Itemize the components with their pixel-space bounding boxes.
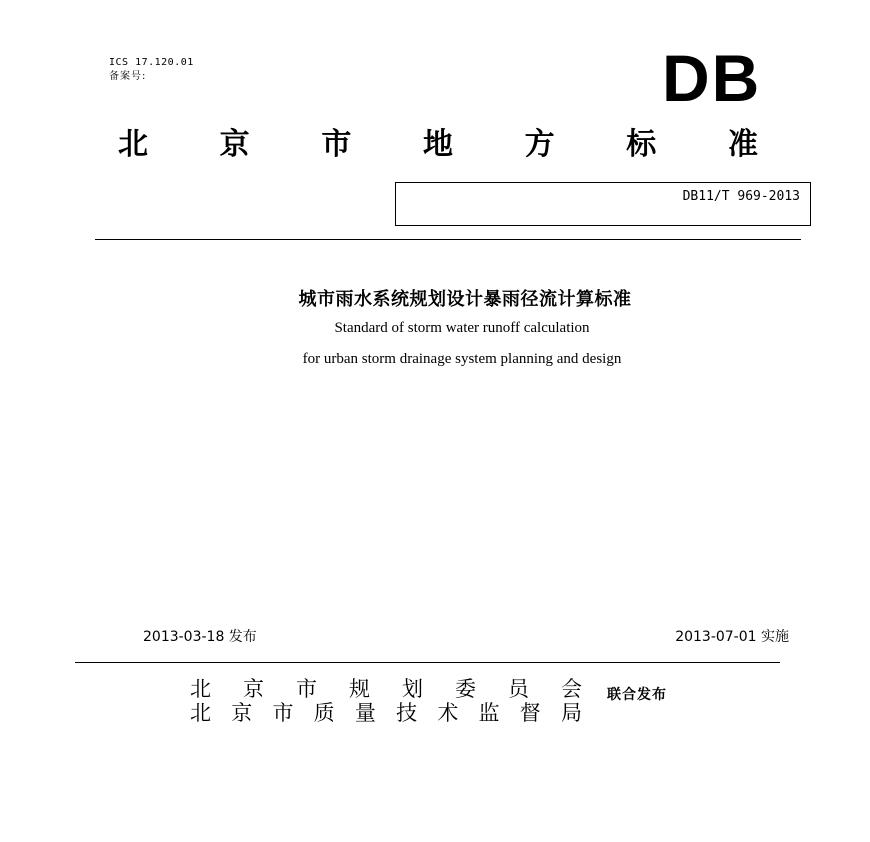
ics-code: ICS 17.120.01: [109, 57, 194, 68]
issuer-char: 监: [478, 701, 500, 725]
standard-type-title: [118, 127, 758, 163]
implementation-date: 2013-07-01 实施: [675, 629, 789, 645]
joint-release-label: 联合发布: [607, 687, 667, 703]
document-title-en-line2: for urban storm drainage system planning and design: [302, 351, 622, 367]
issuer-char: 京: [243, 677, 264, 701]
issue-date: 2013-03-18 发布: [143, 629, 257, 645]
issuer-char: 京: [231, 701, 253, 725]
issuer-char: 北: [190, 701, 211, 725]
filing-number-label: 备案号:: [109, 71, 147, 82]
standard-type-char: 方: [524, 127, 555, 162]
issuer-planning-commission: [190, 676, 582, 702]
issuer-char: 规: [349, 677, 370, 701]
standard-type-char: 标: [626, 127, 657, 162]
issuer-char: 量: [354, 701, 376, 725]
issuer-char: 质: [313, 701, 335, 725]
standard-code: DB11/T 969-2013: [682, 189, 800, 204]
issuer-char: 督: [519, 701, 541, 725]
top-divider: [95, 239, 801, 240]
issuer-char: 技: [396, 701, 418, 725]
issuer-char: 术: [437, 701, 459, 725]
issuer-quality-bureau: [190, 700, 582, 726]
issuer-char: 划: [402, 677, 423, 701]
standard-code-box: [395, 182, 811, 226]
document-title-en-line1: Standard of storm water runoff calculation: [334, 320, 590, 336]
issuer-char: 市: [296, 677, 317, 701]
issuer-char: 会: [561, 677, 582, 701]
document-title-cn: 城市雨水系统规划设计暴雨径流计算标准: [298, 289, 632, 310]
db-logo: DB: [662, 41, 762, 115]
standard-type-char: 京: [219, 127, 250, 162]
standard-type-char: 地: [422, 127, 453, 162]
issuer-char: 局: [560, 701, 582, 725]
issuer-char: 委: [455, 677, 476, 701]
issuer-char: 北: [190, 677, 211, 701]
standard-type-char: 准: [727, 127, 758, 162]
standard-type-char: 北: [118, 127, 148, 162]
issuer-char: 员: [508, 677, 529, 701]
issuer-char: 市: [272, 701, 294, 725]
bottom-divider: [75, 662, 780, 663]
standard-type-char: 市: [321, 127, 352, 162]
